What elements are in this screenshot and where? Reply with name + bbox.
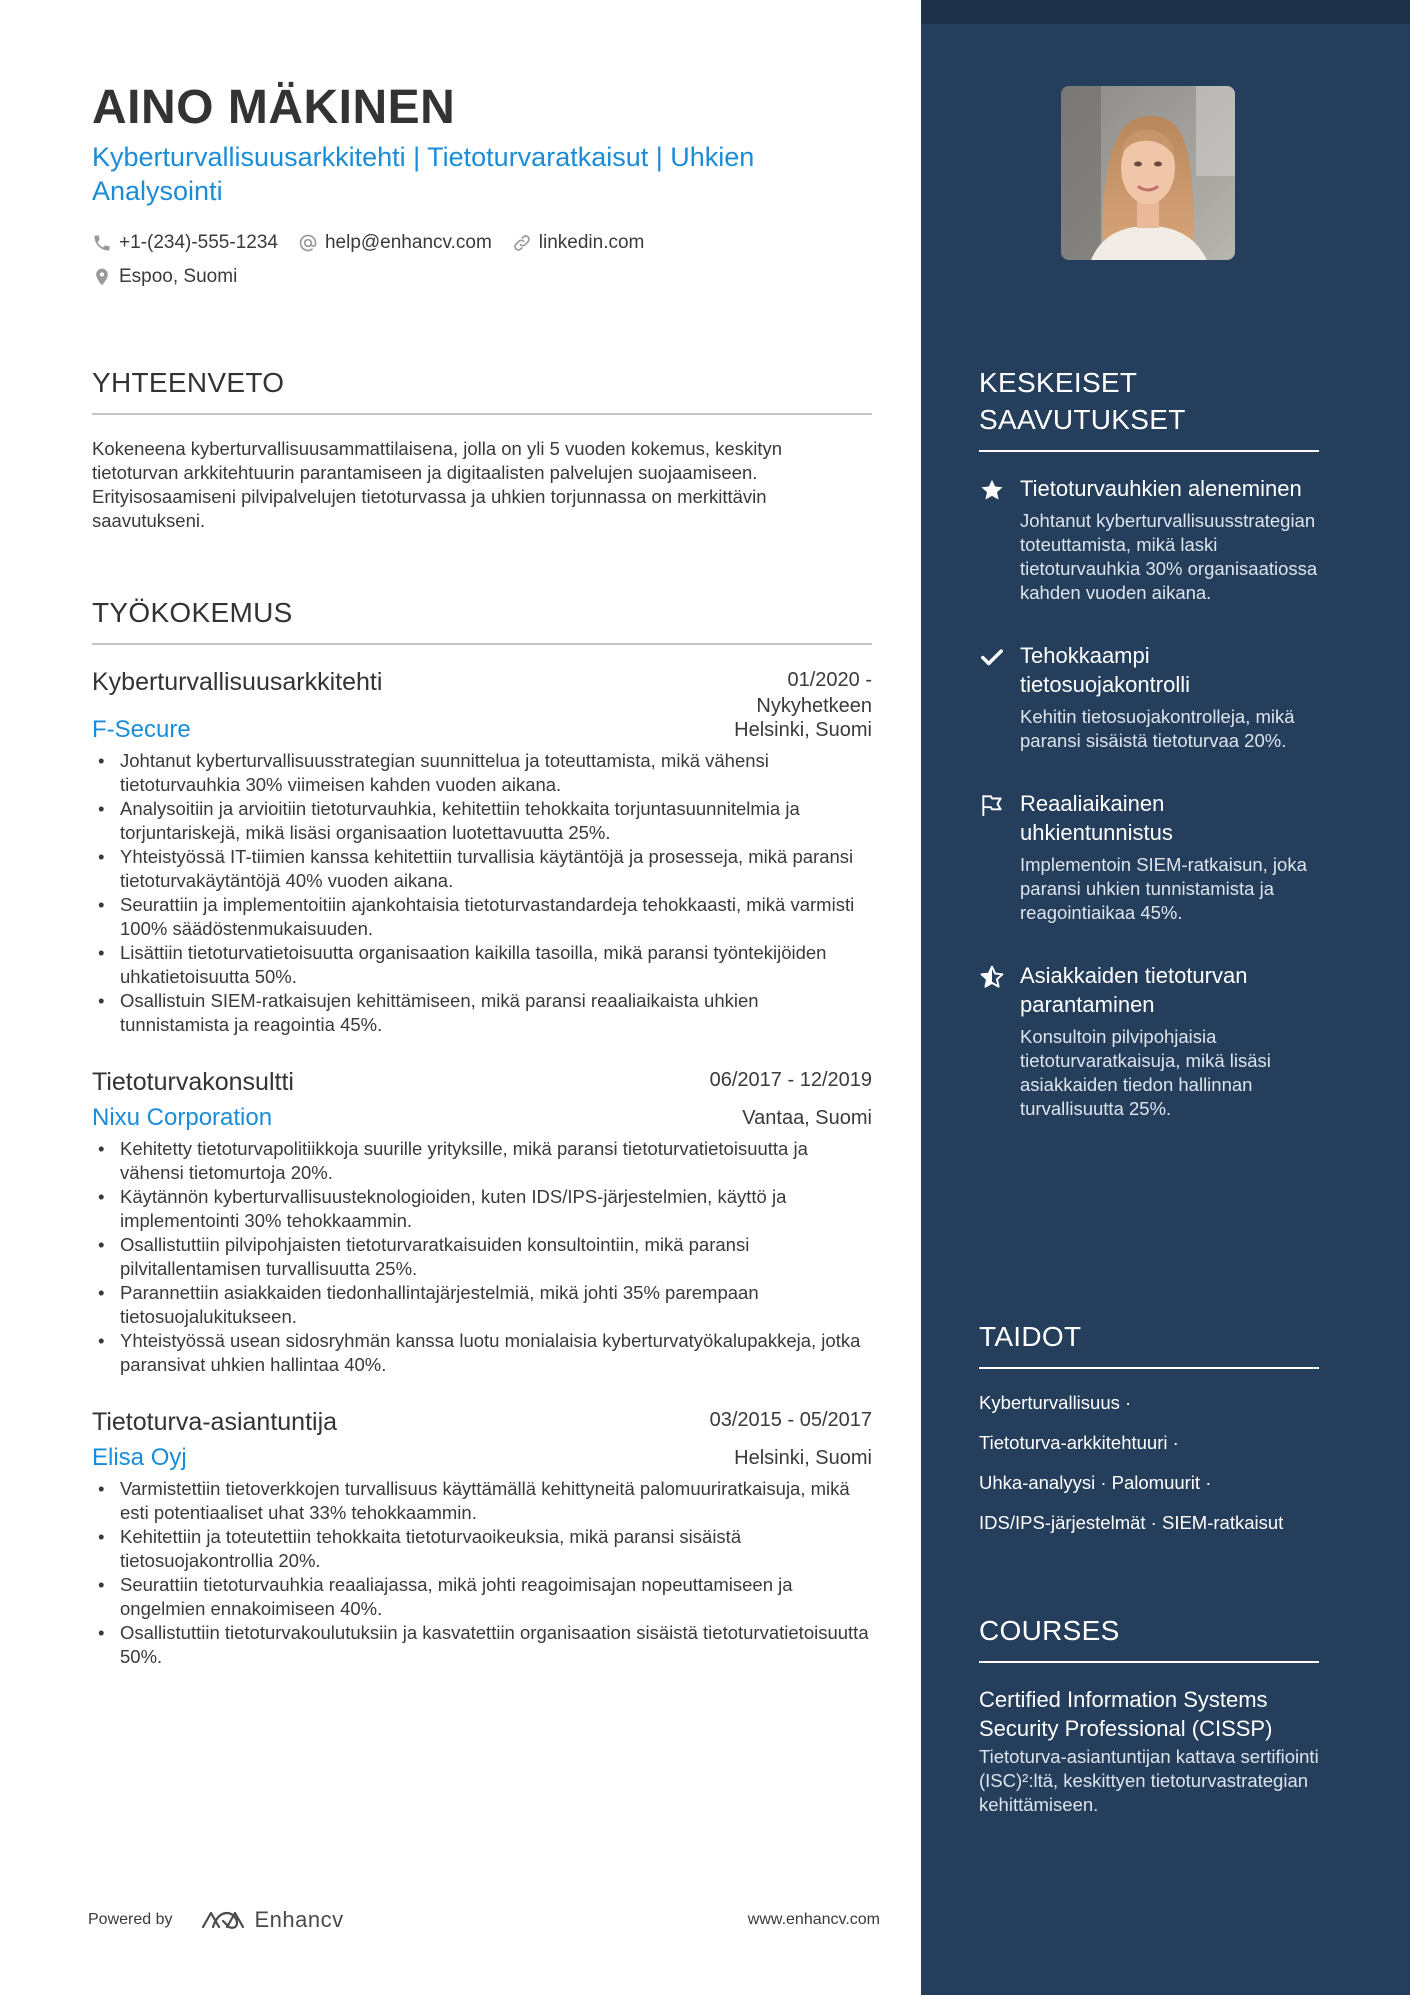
course-description: Tietoturva-asiantuntijan kattava sertifiointi (ISC)²:ltä, keskittyen tietoturvastrategian kehittämiseen.	[979, 1746, 1319, 1815]
job-location: Vantaa, Suomi	[742, 1106, 872, 1129]
bullet-item: • Osallistuttiin tietoturvakoulutuksiin ja kasvatettiin organisaation sisäistä tietoturvatietoisuutta 50%.	[92, 1621, 872, 1669]
achievement-text: Kehitin tietosuojakontrolleja, mikä paransi sisäistä tietoturvaa 20%.	[1020, 706, 1295, 751]
footer-website[interactable]: www.enhancv.com	[747, 1911, 880, 1928]
job-location: Helsinki, Suomi	[734, 1446, 872, 1469]
bullet-item: • Yhteistyössä IT-tiimien kanssa kehitettiin turvallisia käytäntöjä ja prosesseja, mikä paransi tietoturvakäytäntöjä 40% vuoden aikana.	[92, 845, 872, 893]
courses-section	[979, 1612, 1319, 1817]
job-bullets	[92, 749, 872, 1037]
company-name[interactable]: Nixu Corporation	[92, 1104, 273, 1131]
brand-name: Enhancv	[254, 1907, 344, 1932]
achievements-heading: KESKEISET SAAVUTUKSET	[979, 364, 1319, 452]
phone-icon	[92, 233, 112, 253]
bullet-item: • Seurattiin tietoturvauhkia reaaliajassa, mikä johti reagoimisajan nopeuttamiseen ja ongelmien ennakoimiseen 40%.	[92, 1573, 872, 1621]
portrait-image	[1061, 86, 1235, 260]
bullet-item: • Osallistuin SIEM-ratkaisujen kehittämiseen, mikä paransi reaaliaikaista uhkien tunnistamista ja reagointia 45%.	[92, 989, 872, 1037]
skill-line: Tietoturva-arkkitehtuuri ·	[979, 1432, 1179, 1453]
job-title: Kyberturvallisuusarkkitehti	[92, 668, 383, 696]
skill-line: IDS/IPS-järjestelmät · SIEM-ratkaisut	[979, 1512, 1284, 1533]
bullet-item: • Yhteistyössä usean sidosryhmän kanssa luotu monialaisia kyberturvatyökalupakkeja, jotka paransivat uhkien hallintaa 40%.	[92, 1329, 872, 1377]
company-name[interactable]: Elisa Oyj	[92, 1444, 187, 1471]
achievement-title: Asiakkaiden tietoturvan parantaminen	[1020, 963, 1248, 1017]
job-entry	[92, 1067, 872, 1377]
enhancv-logo[interactable]	[199, 1907, 344, 1933]
job-dates: 03/2015 - 05/2017	[709, 1409, 872, 1431]
job-entry	[92, 667, 872, 1037]
sidebar	[921, 0, 1410, 1995]
job-dates: 01/2020 - Nykyhetkeen	[756, 669, 872, 717]
candidate-headline: Kyberturvallisuusarkkitehti | Tietoturvaratkaisut | Uhkien Analysointi	[92, 142, 755, 206]
skill-line: Uhka-analyysi · Palomuurit ·	[979, 1472, 1212, 1493]
star-icon	[979, 477, 1005, 503]
half-star-icon	[979, 964, 1005, 990]
email-address: help@enhancv.com	[324, 232, 492, 253]
job-bullets	[92, 1137, 872, 1377]
skills-list	[979, 1391, 1319, 1535]
skill-line: Kyberturvallisuus ·	[979, 1392, 1132, 1413]
summary-heading: YHTEENVETO	[92, 367, 872, 415]
courses-heading: COURSES	[979, 1612, 1319, 1663]
achievement-title: Tietoturvauhkien aleneminen	[1020, 476, 1302, 501]
achievement-text: Konsultoin pilvipohjaisia tietoturvaratkaisuja, mikä lisäsi asiakkaiden tiedon hallinnan turvallisuutta 25%.	[1020, 1026, 1271, 1119]
linkedin-contact[interactable]	[512, 232, 645, 254]
bullet-item: • Käytännön kyberturvallisuusteknologioiden, kuten IDS/IPS-järjestelmien, käyttö ja implementointi 30% tehokkaammin.	[92, 1185, 872, 1233]
achievements-section	[979, 364, 1319, 1121]
profile-photo	[1061, 86, 1235, 260]
job-location: Helsinki, Suomi	[734, 718, 872, 741]
location-contact	[92, 266, 237, 288]
achievement-title: Reaaliaikainen uhkientunnistus	[1020, 791, 1173, 845]
bullet-item: • Kehitetty tietoturvapolitiikkoja suurille yrityksille, mikä paransi tietoturvatietoisuutta ja vähensi tietomurtoja 20%.	[92, 1137, 872, 1185]
achievement-item	[979, 474, 1319, 605]
job-title: Tietoturvakonsultti	[92, 1068, 294, 1096]
powered-by-label: Powered by	[88, 1911, 173, 1928]
enhancv-logo-icon	[199, 1907, 247, 1933]
achievement-item	[979, 789, 1319, 925]
skills-heading: TAIDOT	[979, 1318, 1319, 1369]
job-bullets	[92, 1477, 872, 1669]
phone-contact[interactable]	[92, 232, 278, 254]
summary-section	[92, 367, 872, 533]
email-contact[interactable]	[298, 232, 492, 254]
course-title: Certified Information Systems Security Professional (CISSP)	[979, 1687, 1273, 1741]
bullet-item: • Johtanut kyberturvallisuusstrategian suunnittelua ja toteuttamista, mikä vähensi tietoturvauhkia 30% viimeisen kahden vuoden aikana.	[92, 749, 872, 797]
job-title: Tietoturva-asiantuntija	[92, 1408, 338, 1436]
bullet-item: • Analysoitiin ja arvioitiin tietoturvauhkia, kehitettiin tehokkaita torjuntasuunnitelmia ja torjuntariskejä, mikä lisäsi organisaation luotettavuutta 25%.	[92, 797, 872, 845]
powered-by	[88, 1907, 344, 1933]
bullet-item: • Varmistettiin tietoverkkojen turvallisuus käyttämällä kehittyneitä palomuuriratkaisuja, mikä esti potentiaaliset uhat 33% tehokkaammin.	[92, 1477, 872, 1525]
summary-text: Kokeneena kyberturvallisuusammattilaisena, jolla on yli 5 vuoden kokemus, keskityn tietoturvan arkkitehtuurin parantamiseen ja digitaalisten palvelujen suojaamiseen. Erityisosaamiseni pilvipalvelujen tietoturvassa ja uhkien torjunnassa on merkittävin saavutukseni.	[92, 438, 782, 531]
contact-info	[92, 230, 852, 298]
bullet-item: • Lisättiin tietoturvatietoisuutta organisaation kaikilla tasoilla, mikä paransi työntekijöiden uhkatietoisuutta 50%.	[92, 941, 872, 989]
candidate-name: AINO MÄKINEN	[92, 81, 456, 134]
achievement-item	[979, 641, 1319, 753]
link-icon	[512, 233, 532, 253]
bullet-item: • Osallistuttiin pilvipohjaisten tietoturvaratkaisuiden konsultointiin, mikä paransi pilvitallentamisen turvallisuutta 25%.	[92, 1233, 872, 1281]
skills-section	[979, 1318, 1319, 1551]
bullet-item: • Seurattiin ja implementoitiin ajankohtaisia tietoturvastandardeja tehokkaasti, mikä varmisti 100% säädöstenmukaisuuden.	[92, 893, 872, 941]
sidebar-top-band	[921, 0, 1410, 24]
achievement-title: Tehokkaampi tietosuojakontrolli	[1020, 643, 1190, 697]
checkmark-icon	[979, 644, 1005, 670]
at-icon	[298, 233, 318, 253]
experience-heading: TYÖKOKEMUS	[92, 597, 872, 645]
flag-icon	[979, 792, 1005, 818]
job-entry	[92, 1407, 872, 1669]
bullet-item: • Parannettiin asiakkaiden tiedonhallintajärjestelmiä, mikä johti 35% parempaan tietosuojalukitukseen.	[92, 1281, 872, 1329]
job-dates: 06/2017 - 12/2019	[709, 1069, 872, 1091]
achievement-text: Johtanut kyberturvallisuusstrategian toteuttamista, mikä laski tietoturvauhkia 30% organisaatiossa kahden vuoden aikana.	[1020, 510, 1318, 603]
footer	[88, 1902, 880, 1938]
achievement-text: Implementoin SIEM-ratkaisun, joka paransi uhkien tunnistamista ja reagointiaikaa 45%.	[1020, 854, 1307, 923]
linkedin-url: linkedin.com	[538, 232, 645, 253]
experience-section	[92, 597, 872, 1669]
location-text: Espoo, Suomi	[119, 266, 238, 287]
achievement-item	[979, 961, 1319, 1121]
phone-number: +1-(234)-555-1234	[119, 232, 278, 253]
location-pin-icon	[92, 267, 112, 287]
company-name[interactable]: F-Secure	[92, 716, 191, 743]
bullet-item: • Kehitettiin ja toteutettiin tehokkaita tietoturvaoikeuksia, mikä paransi sisäistä tietosuojakontrollia 20%.	[92, 1525, 872, 1573]
